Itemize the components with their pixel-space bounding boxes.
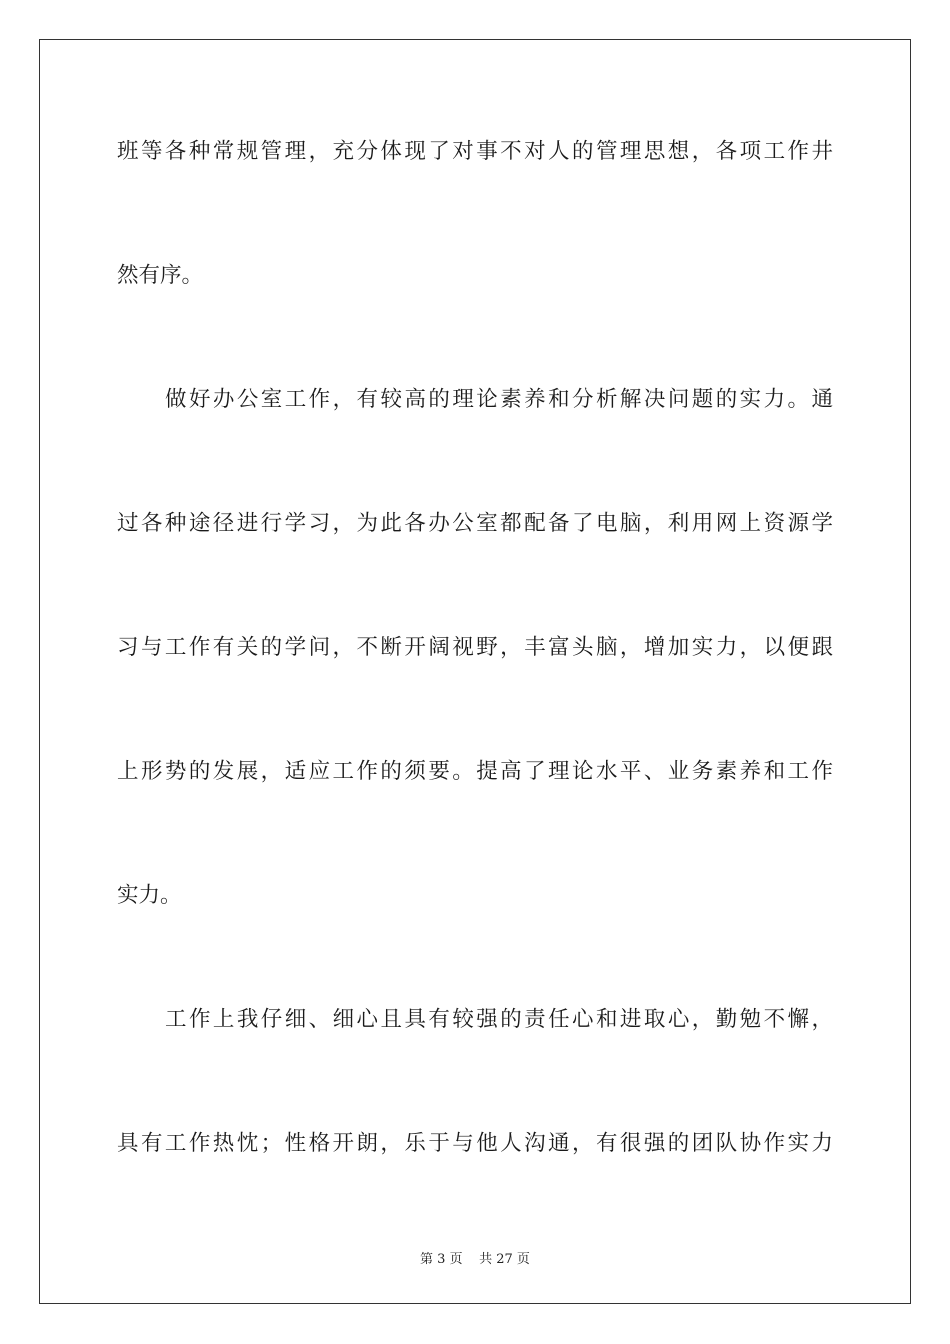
paragraph-line: 班等各种常规管理，充分体现了对事不对人的管理思想，各项工作井: [117, 139, 833, 164]
paragraph-line: 做好办公室工作，有较高的理论素养和分析解决问题的实力。通: [165, 387, 833, 412]
page-number: 第 3 页: [420, 1252, 463, 1267]
paragraph-line: 实力。: [117, 883, 182, 908]
paragraph-line: 习与工作有关的学问，不断开阔视野，丰富头脑，增加实力，以便跟: [117, 635, 833, 660]
total-pages: 共 27 页: [479, 1252, 530, 1267]
paragraph-line: 然有序。: [117, 263, 204, 288]
paragraph-line: 具有工作热忱；性格开朗，乐于与他人沟通，有很强的团队协作实力: [117, 1131, 833, 1156]
paragraph-line: 工作上我仔细、细心且具有较强的责任心和进取心，勤勉不懈，: [165, 1007, 833, 1032]
page-border: [39, 39, 911, 1304]
paragraph-line: 过各种途径进行学习，为此各办公室都配备了电脑，利用网上资源学: [117, 511, 833, 536]
paragraph-line: 上形势的发展，适应工作的须要。提高了理论水平、业务素养和工作: [117, 759, 833, 784]
page-footer: [0, 1248, 950, 1267]
